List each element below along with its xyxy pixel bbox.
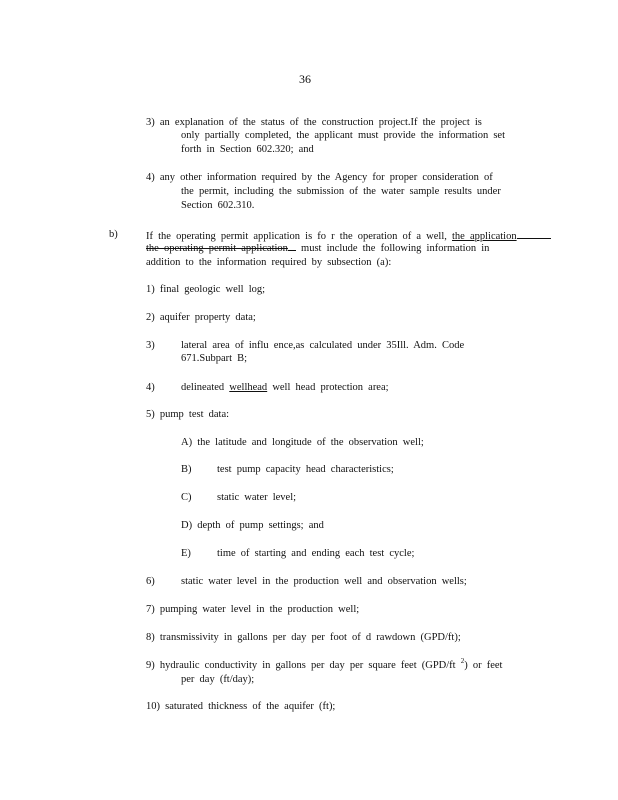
item-4-line-2: the permit, including the submission of the water sample results under	[181, 186, 501, 197]
item-6-number: 6)	[146, 576, 155, 587]
item-3-line-3: forth in Section 602.320; and	[181, 144, 314, 155]
item-5-e: time of starting and ending each test cycle;	[217, 548, 415, 559]
item-5-b-label: B)	[181, 464, 192, 475]
item-8: 8) transmissivity in gallons per day per foot of d rawdown (GPD/ft);	[146, 632, 461, 643]
item-5-d: D) depth of pump settings; and	[181, 520, 324, 531]
item-9-text-end: ) or feet	[464, 660, 503, 671]
deletion-strike-line	[288, 244, 296, 251]
item-4-text	[181, 381, 389, 394]
item-5: 5) pump test data:	[146, 409, 230, 420]
item-3-line-2: only partially completed, the applicant must provide the information set	[181, 130, 506, 141]
item-9-text: 9) hydraulic conductivity in gallons per day per square feet (GPD/ft	[146, 660, 461, 671]
item-3-number: 3)	[146, 340, 155, 351]
item-5-e-label: E)	[181, 548, 191, 559]
item-4-text-end: well head protection area;	[267, 382, 389, 393]
item-7: 7) pumping water level in the production well;	[146, 604, 360, 615]
deleted-text: the operating permit application	[146, 243, 288, 254]
item-4-text-start: delineated	[181, 382, 230, 393]
item-5-c: static water level;	[217, 492, 297, 503]
item-9	[146, 659, 502, 672]
item-5-c-label: C)	[181, 492, 192, 503]
subsection-b-label: b)	[109, 229, 118, 240]
subsection-b-line-1	[146, 228, 551, 243]
item-10: 10) saturated thickness of the aquifer (ft);	[146, 701, 336, 712]
item-6: static water level in the production well and observation wells;	[181, 576, 467, 587]
item-1: 1) final geologic well log;	[146, 284, 266, 295]
inserted-text: wellhead	[229, 382, 268, 393]
item-4-line-1: 4) any other information required by the Agency for proper consideration of	[146, 172, 493, 183]
item-3-text-cont: 671.Subpart B;	[181, 353, 248, 364]
inserted-text: the application	[452, 231, 517, 242]
item-2: 2) aquifer property data;	[146, 312, 256, 323]
page-number: 36	[299, 72, 311, 86]
subsection-b-text: must include the following information in	[295, 243, 490, 254]
item-4-line-3: Section 602.310.	[181, 200, 255, 211]
subsection-b-text: If the operating permit application is fo r the operation of a well,	[146, 231, 452, 242]
insertion-underline	[517, 228, 551, 239]
item-3-line-1: 3) an explanation of the status of the construction project.If the project is	[146, 117, 482, 128]
item-4-number: 4)	[146, 382, 155, 393]
item-5-b: test pump capacity head characteristics;	[217, 464, 394, 475]
subsection-b-line-2	[146, 242, 489, 255]
item-9-cont: per day (ft/day);	[181, 674, 255, 685]
superscript-2: 2	[460, 657, 465, 665]
item-3-text: lateral area of influ ence,as calculated under 35Ill. Adm. Code	[181, 340, 465, 351]
item-5-a: A) the latitude and longitude of the observation well;	[181, 437, 424, 448]
subsection-b-line-3: addition to the information required by subsection (a):	[146, 257, 392, 268]
